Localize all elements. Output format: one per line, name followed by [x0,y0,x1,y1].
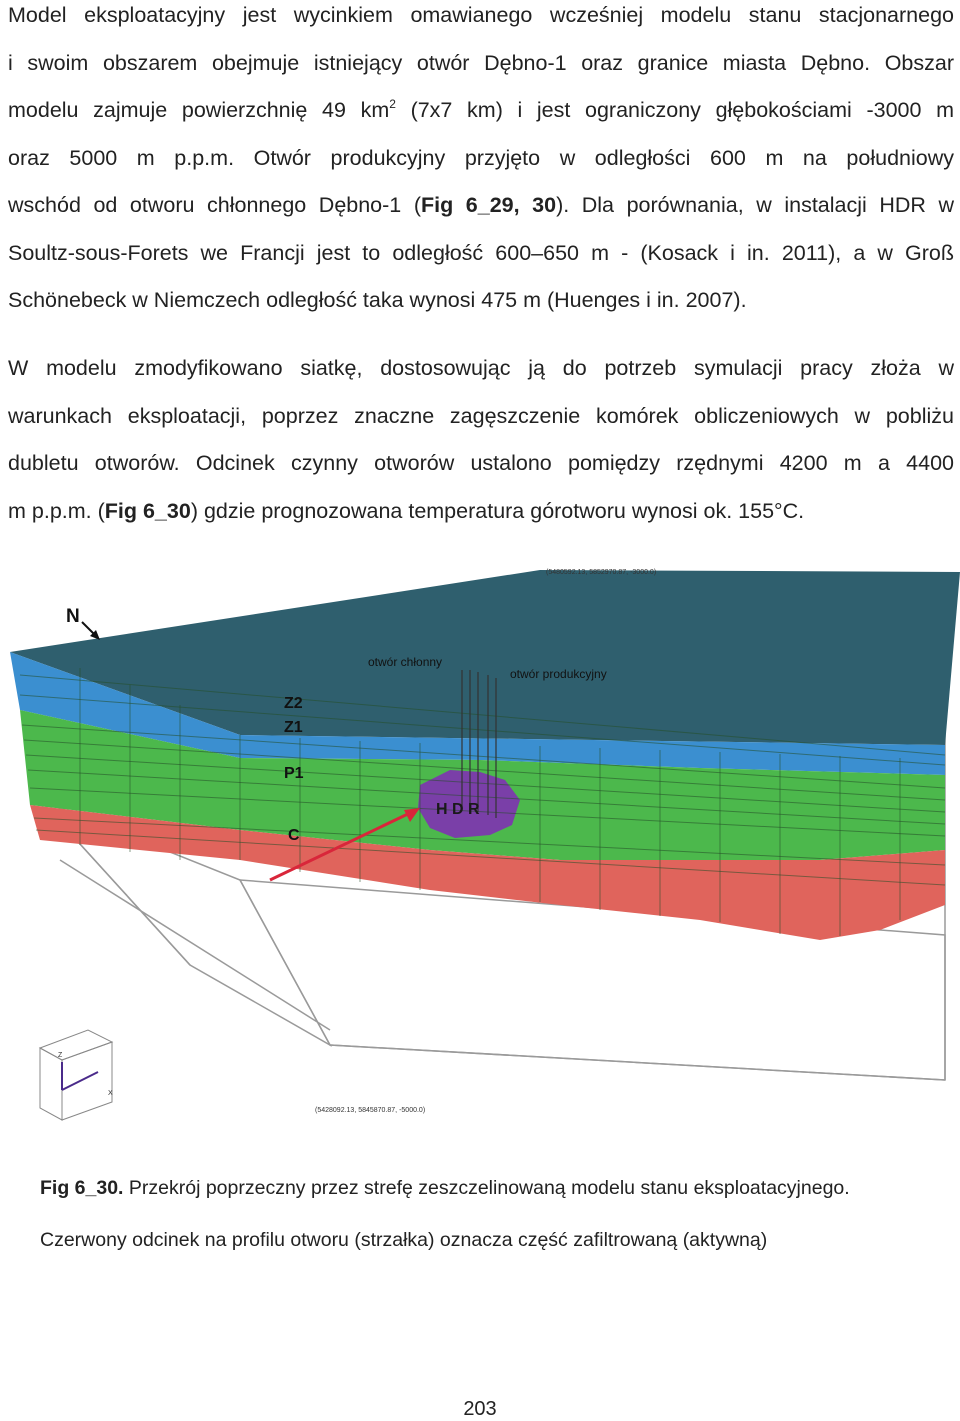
axis-label-z: Z [58,1052,63,1059]
axes-cube-icon [40,1030,112,1120]
paragraph-model [8,345,954,535]
axis-label-x: X [108,1090,113,1097]
caption-text: Przekrój poprzeczny przez strefę zeszczelinowaną modelu stanu eksploatacyjnego. [123,1177,850,1199]
figure-caption [40,1162,940,1266]
text-line: warunkach eksploatacji, poprzez znaczne zagęszczenie komórek obliczeniowych w pobliżu [8,403,954,428]
hdr-label: H D R [436,801,480,818]
paragraph-intro [8,0,954,325]
model-illustration [0,560,960,1130]
well-injection-label: otwór chłonny [368,655,443,669]
text-line: Model eksploatacyjny jest wycinkiem omawianego wcześniej modelu stanu stacjonarnego [8,3,954,27]
text-line: W modelu zmodyfikowano siatkę, dostosowując ją do potrzeb symulacji pracy złoża w [8,356,954,380]
text-segment: wschód od otworu chłonnego Dębno-1 ( [8,193,421,217]
text-segment: ) gdzie prognozowana temperatura górotworu wynosi ok. 155°C. [190,498,805,523]
text-line [8,488,954,536]
north-arrow-icon [82,622,100,640]
caption-figure-label: Fig 6_30. [40,1177,124,1199]
caption-line [40,1162,940,1214]
layer-label-z1: Z1 [284,719,303,736]
text-line: dubletu otworów. Odcinek czynny otworów ustalono pomiędzy rzędnymi 4200 m a 4400 [8,451,954,475]
text-segment: modelu zajmuje powierzchnię 49 km [8,98,390,122]
text-line: Soultz-sous-Forets we Francji jest to odległość 600–650 m - (Kosack i in. 2011), a w Groß [8,240,954,265]
page-number: 203 [463,1398,497,1420]
text-segment: m p.p.m. ( [8,498,105,523]
figure-3d-model [0,560,960,1130]
superscript: 2 [389,97,396,111]
figure-reference: Fig 6_29, 30 [420,193,557,217]
text-line: Schönebeck w Niemczech odległość taka wynosi 475 m (Huenges i in. 2007). [8,288,747,312]
text-line [8,87,954,135]
layer-label-p1: P1 [284,765,304,782]
caption-line: Czerwony odcinek na profilu otworu (strzałka) oznacza część zafiltrowaną (aktywną) [40,1229,768,1251]
layer-label-z2: Z2 [284,695,303,712]
text-segment: ). Dla porównania, w instalacji HDR w [556,193,955,217]
coordinate-top: (5480592.13, 5852970.87, -3000.0) [546,569,657,576]
well-production-label: otwór produkcyjny [510,667,607,681]
coordinate-bottom: (5428092.13, 5845870.87, -5000.0) [315,1107,426,1114]
north-label: N [66,606,80,627]
figure-reference: Fig 6_30 [104,498,191,523]
layer-label-c: C [288,827,300,844]
text-line: oraz 5000 m p.p.m. Otwór produkcyjny przyjęto w odległości 600 m na południowy [8,145,954,170]
text-line [8,182,954,230]
text-segment: (7x7 km) i jest ograniczony głębokościami -3000 m [395,98,954,122]
text-line: i swoim obszarem obejmuje istniejący otwór Dębno-1 oraz granice miasta Dębno. Obszar [8,50,954,75]
